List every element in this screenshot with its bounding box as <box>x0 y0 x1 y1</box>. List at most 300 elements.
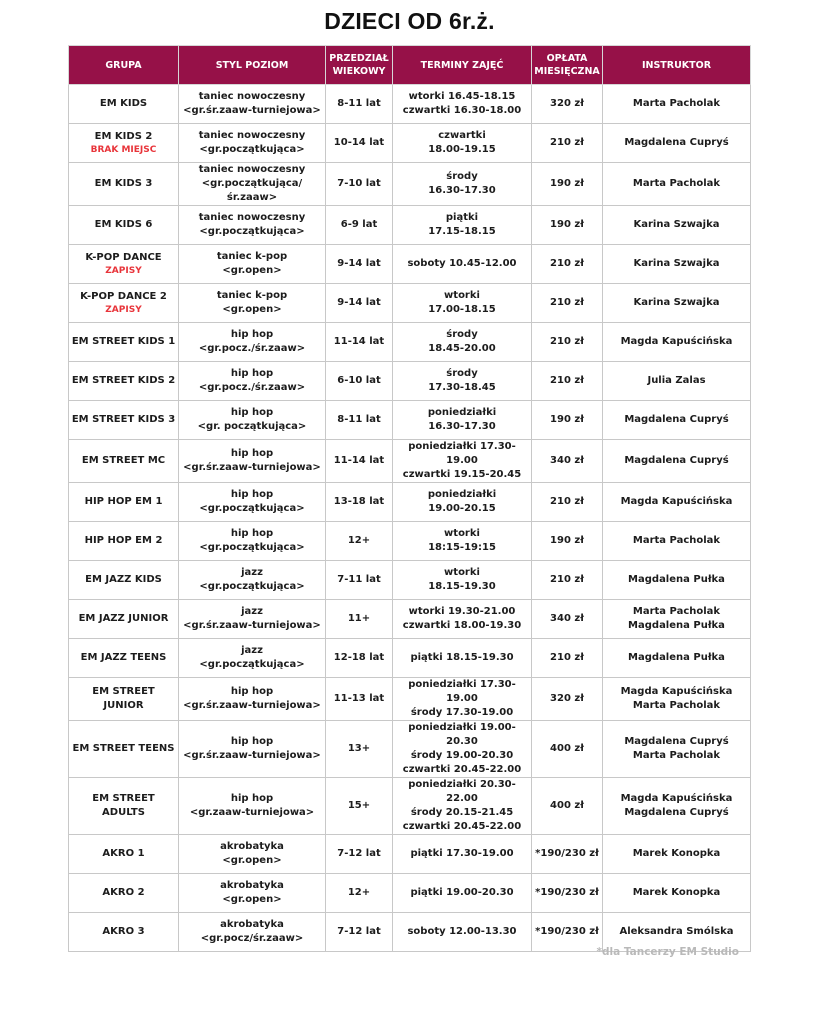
cell-style <box>179 483 326 522</box>
cell-style <box>179 639 326 678</box>
style-line: <gr.śr.zaaw-turniejowa> <box>183 700 321 711</box>
style-line: <gr.śr.zaaw-turniejowa> <box>183 620 321 631</box>
cell-age <box>326 721 393 778</box>
cell-fee <box>532 206 603 245</box>
style-line: <gr.open> <box>222 894 282 905</box>
time-slot: czwartki 20.45-22.00 <box>402 764 522 775</box>
time-slot: czwartki 19.15-20.45 <box>402 469 522 480</box>
cell-style <box>179 440 326 483</box>
style-line: jazz <box>241 567 263 578</box>
monthly-fee: *190/230 zł <box>535 848 599 859</box>
cell-group <box>69 323 179 362</box>
header-age-line2: WIEKOWY <box>332 66 386 77</box>
table-row <box>69 483 751 522</box>
cell-fee <box>532 600 603 639</box>
cell-times <box>393 362 532 401</box>
cell-times <box>393 639 532 678</box>
group-name: AKRO 3 <box>102 926 145 937</box>
time-slot: soboty 12.00-13.30 <box>407 926 517 937</box>
style-line: taniec nowoczesny <box>198 130 306 141</box>
monthly-fee: 190 zł <box>550 219 584 230</box>
age-range: 11+ <box>347 613 371 624</box>
style-line: <gr.początkująca> <box>199 144 305 155</box>
table-row <box>69 440 751 483</box>
group-name: EM KIDS 3 <box>94 178 153 189</box>
cell-group <box>69 561 179 600</box>
cell-group <box>69 835 179 874</box>
cell-times <box>393 163 532 206</box>
monthly-fee: 320 zł <box>550 693 584 704</box>
monthly-fee: 400 zł <box>550 800 584 811</box>
monthly-fee: 210 zł <box>550 375 584 386</box>
header-style: STYL POZIOM <box>179 46 326 85</box>
group-status-badge: ZAPISY <box>105 304 142 315</box>
time-slot: wtorki <box>444 567 480 578</box>
style-line: jazz <box>241 645 263 656</box>
time-slot: 17.30-18.45 <box>428 382 496 393</box>
cell-fee <box>532 284 603 323</box>
cell-fee <box>532 721 603 778</box>
cell-group <box>69 163 179 206</box>
group-name: HIP HOP EM 1 <box>84 496 163 507</box>
age-range: 9-14 lat <box>337 258 381 269</box>
cell-age <box>326 639 393 678</box>
instructor-name: Julia Zalas <box>647 375 706 386</box>
cell-age <box>326 522 393 561</box>
time-slot: wtorki <box>444 528 480 539</box>
table-row <box>69 163 751 206</box>
age-range: 9-14 lat <box>337 297 381 308</box>
group-name: EM JAZZ TEENS <box>80 652 167 663</box>
time-slot: 18.00-19.15 <box>428 144 496 155</box>
table-row <box>69 639 751 678</box>
cell-group <box>69 245 179 284</box>
time-slot: wtorki <box>444 290 480 301</box>
instructor-name: Aleksandra Smólska <box>619 926 734 937</box>
monthly-fee: 340 zł <box>550 613 584 624</box>
time-slot: środy <box>446 368 478 379</box>
cell-instructor <box>603 835 751 874</box>
style-line: hip hop <box>230 736 274 747</box>
footnote: *dla Tancerzy EM Studio <box>596 946 739 958</box>
table-row <box>69 522 751 561</box>
table-row <box>69 206 751 245</box>
table-row <box>69 124 751 163</box>
cell-fee <box>532 245 603 284</box>
style-line: <gr.open> <box>222 304 282 315</box>
header-age <box>326 46 393 85</box>
cell-age <box>326 245 393 284</box>
cell-instructor <box>603 721 751 778</box>
style-line: <gr.początkująca> <box>199 581 305 592</box>
style-line: jazz <box>241 606 263 617</box>
time-slot: wtorki 16.45-18.15 <box>408 91 516 102</box>
monthly-fee: 340 zł <box>550 455 584 466</box>
monthly-fee: 210 zł <box>550 652 584 663</box>
time-slot: 17.15-18.15 <box>428 226 496 237</box>
style-line: <gr. początkująca> <box>197 421 307 432</box>
cell-group <box>69 483 179 522</box>
table-row <box>69 362 751 401</box>
instructor-name: Magdalena Pułka <box>628 652 725 663</box>
cell-times <box>393 401 532 440</box>
cell-style <box>179 85 326 124</box>
cell-age <box>326 874 393 913</box>
cell-style <box>179 913 326 952</box>
instructor-name: Magda Kapuścińska <box>620 686 733 697</box>
cell-fee <box>532 483 603 522</box>
cell-age <box>326 600 393 639</box>
cell-times <box>393 323 532 362</box>
table-row <box>69 401 751 440</box>
table-row <box>69 600 751 639</box>
style-line: akrobatyka <box>220 880 284 891</box>
group-name: EM JAZZ JUNIOR <box>78 613 169 624</box>
age-range: 7-11 lat <box>337 574 381 585</box>
style-line: <gr.początkująca> <box>199 659 305 670</box>
cell-times <box>393 721 532 778</box>
age-range: 7-12 lat <box>337 926 381 937</box>
age-range: 13-18 lat <box>333 496 385 507</box>
age-range: 8-11 lat <box>337 98 381 109</box>
instructor-name: Magdalena Pułka <box>628 620 725 631</box>
monthly-fee: 210 zł <box>550 137 584 148</box>
time-slot: środy 19.00-20.30 <box>410 750 514 761</box>
age-range: 6-9 lat <box>340 219 378 230</box>
cell-group <box>69 284 179 323</box>
group-name: EM STREET KIDS 2 <box>71 375 176 386</box>
style-line: hip hop <box>230 368 274 379</box>
monthly-fee: 190 zł <box>550 414 584 425</box>
cell-group <box>69 401 179 440</box>
time-slot: poniedziałki 20.30-22.00 <box>408 779 516 804</box>
time-slot: 16.30-17.30 <box>428 421 496 432</box>
age-range: 10-14 lat <box>333 137 385 148</box>
cell-age <box>326 163 393 206</box>
cell-times <box>393 284 532 323</box>
style-line: <gr.open> <box>222 855 282 866</box>
monthly-fee: 190 zł <box>550 178 584 189</box>
group-name: EM STREET ADULTS <box>92 793 155 818</box>
group-name: HIP HOP EM 2 <box>84 535 163 546</box>
cell-group <box>69 124 179 163</box>
time-slot: wtorki 19.30-21.00 <box>408 606 516 617</box>
cell-age <box>326 323 393 362</box>
cell-instructor <box>603 206 751 245</box>
cell-fee <box>532 874 603 913</box>
table-row <box>69 245 751 284</box>
cell-fee <box>532 522 603 561</box>
cell-times <box>393 483 532 522</box>
cell-group <box>69 85 179 124</box>
instructor-name: Magdalena Cupryś <box>624 807 729 818</box>
group-name: EM STREET TEENS <box>72 743 175 754</box>
cell-fee <box>532 362 603 401</box>
style-line: akrobatyka <box>220 841 284 852</box>
style-line: taniec k-pop <box>216 251 288 262</box>
cell-group <box>69 206 179 245</box>
cell-times <box>393 522 532 561</box>
cell-times <box>393 440 532 483</box>
instructor-name: Magdalena Cupryś <box>624 736 729 747</box>
cell-fee <box>532 678 603 721</box>
instructor-name: Marta Pacholak <box>632 700 721 711</box>
time-slot: piątki 18.15-19.30 <box>410 652 514 663</box>
instructor-name: Marta Pacholak <box>632 98 721 109</box>
header-fee-line1: OPŁATA <box>546 53 588 64</box>
monthly-fee: 190 zł <box>550 535 584 546</box>
time-slot: 19.00-20.15 <box>428 503 496 514</box>
cell-times <box>393 835 532 874</box>
cell-fee <box>532 85 603 124</box>
cell-times <box>393 778 532 835</box>
group-status-badge: BRAK MIEJSC <box>90 144 157 155</box>
style-line: <gr.pocz./śr.zaaw> <box>198 343 306 354</box>
header-fee-line2: MIESIĘCZNA <box>534 66 600 77</box>
monthly-fee: 210 zł <box>550 574 584 585</box>
cell-instructor <box>603 284 751 323</box>
group-name: EM KIDS <box>99 98 148 109</box>
cell-instructor <box>603 245 751 284</box>
style-line: taniec nowoczesny <box>198 212 306 223</box>
style-line: <gr.początkująca> <box>199 503 305 514</box>
group-name: AKRO 2 <box>102 887 145 898</box>
age-range: 11-14 lat <box>333 455 385 466</box>
instructor-name: Marek Konopka <box>632 887 721 898</box>
age-range: 13+ <box>347 743 371 754</box>
cell-style <box>179 721 326 778</box>
cell-times <box>393 913 532 952</box>
cell-group <box>69 639 179 678</box>
cell-fee <box>532 124 603 163</box>
group-name: K-POP DANCE 2 <box>80 290 167 302</box>
style-line: akrobatyka <box>220 919 284 930</box>
style-line: hip hop <box>230 448 274 459</box>
time-slot: soboty 10.45-12.00 <box>407 258 517 269</box>
cell-fee <box>532 163 603 206</box>
cell-age <box>326 835 393 874</box>
time-slot: poniedziałki <box>427 489 497 500</box>
group-status-badge: ZAPISY <box>105 265 142 276</box>
cell-times <box>393 561 532 600</box>
cell-fee <box>532 835 603 874</box>
style-line: <gr.początkująca> <box>199 226 305 237</box>
cell-style <box>179 401 326 440</box>
monthly-fee: 400 zł <box>550 743 584 754</box>
monthly-fee: *190/230 zł <box>535 887 599 898</box>
monthly-fee: 320 zł <box>550 98 584 109</box>
time-slot: 16.30-17.30 <box>428 185 496 196</box>
cell-instructor <box>603 85 751 124</box>
cell-fee <box>532 561 603 600</box>
table-row <box>69 835 751 874</box>
table-header-row <box>69 46 751 85</box>
cell-instructor <box>603 778 751 835</box>
style-line: <gr.śr.zaaw-turniejowa> <box>183 462 321 473</box>
time-slot: piątki <box>445 212 479 223</box>
cell-age <box>326 483 393 522</box>
age-range: 7-12 lat <box>337 848 381 859</box>
style-line: <gr.śr.zaaw-turniejowa> <box>183 105 321 116</box>
instructor-name: Marta Pacholak <box>632 178 721 189</box>
cell-age <box>326 561 393 600</box>
cell-times <box>393 245 532 284</box>
time-slot: piątki 19.00-20.30 <box>410 887 514 898</box>
age-range: 11-14 lat <box>333 336 385 347</box>
group-name: AKRO 1 <box>102 848 145 859</box>
header-group: GRUPA <box>69 46 179 85</box>
time-slot: czwartki <box>438 130 486 141</box>
age-range: 6-10 lat <box>337 375 381 386</box>
cell-instructor <box>603 561 751 600</box>
instructor-name: Karina Szwajka <box>633 219 720 230</box>
schedule-table <box>68 45 751 952</box>
style-line: hip hop <box>230 686 274 697</box>
table-row <box>69 561 751 600</box>
style-line: <gr.zaaw-turniejowa> <box>189 807 315 818</box>
time-slot: 18.45-20.00 <box>428 343 496 354</box>
cell-instructor <box>603 124 751 163</box>
header-fee <box>532 46 603 85</box>
cell-times <box>393 124 532 163</box>
cell-fee <box>532 440 603 483</box>
cell-instructor <box>603 440 751 483</box>
cell-style <box>179 561 326 600</box>
cell-age <box>326 678 393 721</box>
cell-style <box>179 284 326 323</box>
time-slot: środy 20.15-21.45 <box>410 807 514 818</box>
age-range: 12+ <box>347 887 371 898</box>
cell-age <box>326 124 393 163</box>
cell-style <box>179 835 326 874</box>
style-line: taniec nowoczesny <box>198 164 306 175</box>
cell-age <box>326 362 393 401</box>
group-name: EM STREET KIDS 1 <box>71 336 176 347</box>
cell-instructor <box>603 362 751 401</box>
time-slot: czwartki 20.45-22.00 <box>402 821 522 832</box>
group-name: EM STREET JUNIOR <box>92 686 155 711</box>
monthly-fee: 210 zł <box>550 297 584 308</box>
cell-group <box>69 600 179 639</box>
age-range: 12-18 lat <box>333 652 385 663</box>
cell-instructor <box>603 678 751 721</box>
cell-fee <box>532 401 603 440</box>
cell-times <box>393 85 532 124</box>
cell-fee <box>532 639 603 678</box>
cell-group <box>69 778 179 835</box>
cell-age <box>326 913 393 952</box>
instructor-name: Magda Kapuścińska <box>620 496 733 507</box>
time-slot: środy <box>446 171 478 182</box>
table-row <box>69 874 751 913</box>
instructor-name: Karina Szwajka <box>633 297 720 308</box>
instructor-name: Marta Pacholak <box>632 535 721 546</box>
style-line: hip hop <box>230 528 274 539</box>
instructor-name: Karina Szwajka <box>633 258 720 269</box>
cell-times <box>393 600 532 639</box>
cell-instructor <box>603 522 751 561</box>
cell-group <box>69 913 179 952</box>
time-slot: 18.15-19.30 <box>428 581 496 592</box>
cell-age <box>326 206 393 245</box>
cell-group <box>69 362 179 401</box>
cell-style <box>179 362 326 401</box>
age-range: 7-10 lat <box>337 178 381 189</box>
cell-group <box>69 440 179 483</box>
style-line: taniec k-pop <box>216 290 288 301</box>
header-instructor: INSTRUKTOR <box>603 46 751 85</box>
cell-instructor <box>603 163 751 206</box>
style-line: <gr.początkująca/śr.zaaw> <box>201 178 303 203</box>
page-title: DZIECI OD 6r.ż. <box>324 8 495 34</box>
cell-style <box>179 522 326 561</box>
time-slot: poniedziałki <box>427 407 497 418</box>
cell-style <box>179 163 326 206</box>
style-line: hip hop <box>230 407 274 418</box>
cell-age <box>326 778 393 835</box>
table-body <box>69 85 751 952</box>
cell-age <box>326 440 393 483</box>
style-line: <gr.pocz/śr.zaaw> <box>200 933 304 944</box>
time-slot: poniedziałki 19.00-20.30 <box>408 722 516 747</box>
style-line: <gr.początkująca> <box>199 542 305 553</box>
cell-style <box>179 778 326 835</box>
instructor-name: Marta Pacholak <box>632 606 721 617</box>
group-name: EM KIDS 2 <box>94 130 153 142</box>
instructor-name: Magdalena Pułka <box>628 574 725 585</box>
cell-fee <box>532 913 603 952</box>
cell-age <box>326 85 393 124</box>
time-slot: 17.00-18.15 <box>428 304 496 315</box>
cell-group <box>69 721 179 778</box>
time-slot: czwartki 18.00-19.30 <box>402 620 522 631</box>
cell-instructor <box>603 323 751 362</box>
cell-style <box>179 323 326 362</box>
style-line: hip hop <box>230 489 274 500</box>
cell-instructor <box>603 874 751 913</box>
cell-age <box>326 284 393 323</box>
monthly-fee: 210 zł <box>550 496 584 507</box>
style-line: hip hop <box>230 329 274 340</box>
monthly-fee: *190/230 zł <box>535 926 599 937</box>
table-row <box>69 778 751 835</box>
group-name: EM STREET MC <box>81 455 166 466</box>
age-range: 8-11 lat <box>337 414 381 425</box>
cell-style <box>179 678 326 721</box>
cell-style <box>179 874 326 913</box>
style-line: taniec nowoczesny <box>198 91 306 102</box>
cell-times <box>393 678 532 721</box>
style-line: <gr.pocz./śr.zaaw> <box>198 382 306 393</box>
instructor-name: Magdalena Cupryś <box>624 414 729 425</box>
style-line: <gr.śr.zaaw-turniejowa> <box>183 750 321 761</box>
group-name: EM JAZZ KIDS <box>85 574 162 585</box>
cell-fee <box>532 323 603 362</box>
header-age-line1: PRZEDZIAŁ <box>329 53 389 64</box>
cell-fee <box>532 778 603 835</box>
instructor-name: Magda Kapuścińska <box>620 793 733 804</box>
time-slot: czwartki 16.30-18.00 <box>402 105 522 116</box>
group-name: EM KIDS 6 <box>94 219 153 230</box>
instructor-name: Marta Pacholak <box>632 750 721 761</box>
age-range: 12+ <box>347 535 371 546</box>
age-range: 11-13 lat <box>333 693 385 704</box>
cell-style <box>179 245 326 284</box>
monthly-fee: 210 zł <box>550 336 584 347</box>
table-row <box>69 85 751 124</box>
table-row <box>69 323 751 362</box>
time-slot: 18:15-19:15 <box>428 542 496 553</box>
